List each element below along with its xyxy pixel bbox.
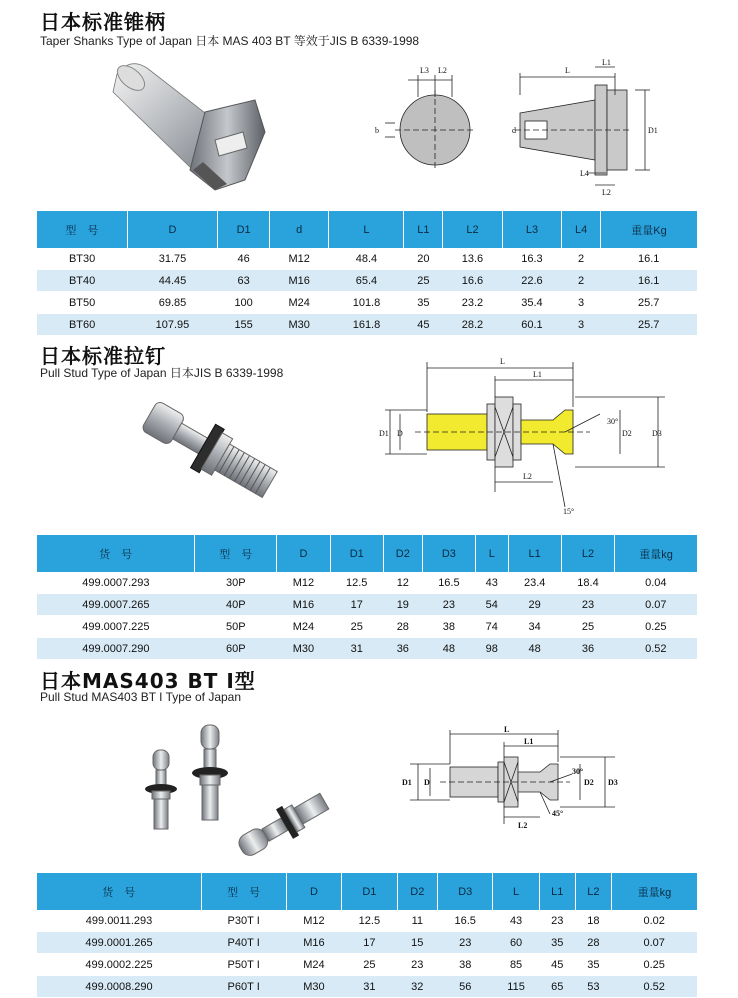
table-cell: M30 (269, 314, 328, 336)
table-cell: M12 (269, 248, 328, 270)
section1-spec-table (37, 211, 697, 336)
label-angle-15: 15° (563, 507, 575, 516)
pull-studs-image (135, 715, 335, 865)
label-d: d (512, 126, 516, 135)
label-l1: L1 (533, 370, 542, 379)
table-cell: 499.0007.225 (37, 616, 195, 638)
label-l4: L4 (580, 169, 589, 178)
table-cell: 12 (383, 572, 422, 594)
table-header: d (269, 211, 328, 248)
table-cell: 499.0007.290 (37, 638, 195, 660)
table-cell: 100 (218, 292, 270, 314)
table-cell: 29 (508, 594, 561, 616)
table-cell: 60P (195, 638, 277, 660)
table-row (37, 314, 697, 336)
table-cell: 20 (404, 248, 443, 270)
table-row (37, 572, 697, 594)
label-d2: D2 (622, 429, 632, 438)
table-cell: 85 (493, 954, 539, 976)
table-header: D (277, 535, 330, 572)
table-row (37, 954, 697, 976)
table-cell: 48 (422, 638, 475, 660)
table-cell: 34 (508, 616, 561, 638)
table-header: D2 (383, 535, 422, 572)
table-header: D (286, 873, 341, 910)
table-cell: 499.0007.293 (37, 572, 195, 594)
table-cell: BT50 (37, 292, 127, 314)
table-cell: 43 (476, 572, 508, 594)
label-d3: D3 (652, 429, 662, 438)
table-cell: 18.4 (561, 572, 614, 594)
table-cell: P40T I (201, 932, 286, 954)
table-cell: 25.7 (600, 292, 697, 314)
table-cell: M24 (286, 954, 341, 976)
table-header: 型 号 (37, 211, 127, 248)
label-l2: L2 (518, 821, 528, 830)
table-cell: 19 (383, 594, 422, 616)
table-cell: 56 (438, 976, 493, 998)
table-cell: 35 (404, 292, 443, 314)
table-header: D3 (422, 535, 475, 572)
section2-title: 日本标准拉钉 (40, 344, 166, 368)
table-cell: 43 (493, 910, 539, 932)
table-cell: 46 (218, 248, 270, 270)
table-cell: 23 (561, 594, 614, 616)
table-cell: 44.45 (127, 270, 218, 292)
table-header: L1 (404, 211, 443, 248)
table-cell: 16.1 (600, 270, 697, 292)
label-d: D (424, 778, 430, 787)
table-cell: 499.0007.265 (37, 594, 195, 616)
table-cell: 3 (562, 314, 601, 336)
label-l1: L1 (524, 737, 534, 746)
label-d1: D1 (379, 429, 389, 438)
table-cell: 115 (493, 976, 539, 998)
taper-shank-image (95, 52, 275, 202)
table-cell: 23.2 (443, 292, 503, 314)
section3-spec-table (37, 873, 697, 998)
table-row (37, 594, 697, 616)
table-header: 重量kg (611, 873, 697, 910)
table-cell: 36 (561, 638, 614, 660)
table-cell: 74 (476, 616, 508, 638)
table-cell: 32 (397, 976, 437, 998)
table-cell: 63 (218, 270, 270, 292)
table-cell: 17 (330, 594, 383, 616)
table-header: L1 (539, 873, 575, 910)
table-cell: 499.0008.290 (37, 976, 201, 998)
table-cell: M30 (286, 976, 341, 998)
table-row (37, 292, 697, 314)
label-l: L (565, 66, 570, 75)
label-l2: L2 (523, 472, 532, 481)
table-cell: M12 (286, 910, 341, 932)
section2-spec-table (37, 535, 697, 660)
table-header: 重量kg (615, 535, 697, 572)
table-cell: 23 (397, 954, 437, 976)
table-header: L4 (562, 211, 601, 248)
table-cell: 16.5 (438, 910, 493, 932)
table-row (37, 248, 697, 270)
table-cell: P50T I (201, 954, 286, 976)
table-cell: 69.85 (127, 292, 218, 314)
table-header: 货 号 (37, 535, 195, 572)
table-cell: 25 (561, 616, 614, 638)
label-d: D (397, 429, 403, 438)
table-cell: 38 (438, 954, 493, 976)
table-cell: 0.04 (615, 572, 697, 594)
table-cell: 22.6 (502, 270, 562, 292)
table-cell: 499.0002.225 (37, 954, 201, 976)
table-cell: 30P (195, 572, 277, 594)
table-cell: 0.07 (611, 932, 697, 954)
label-b: b (375, 126, 379, 135)
table-cell: 53 (575, 976, 611, 998)
table-cell: 35 (539, 932, 575, 954)
table-cell: 0.25 (611, 954, 697, 976)
section1-technical-drawing (370, 55, 670, 200)
table-header-row (37, 873, 697, 910)
table-cell: 2 (562, 248, 601, 270)
table-cell: 23 (438, 932, 493, 954)
table-cell: BT40 (37, 270, 127, 292)
table-header: L2 (575, 873, 611, 910)
table-cell: 0.52 (611, 976, 697, 998)
table-cell: 38 (422, 616, 475, 638)
table-cell: 13.6 (443, 248, 503, 270)
table-cell: 2 (562, 270, 601, 292)
section3-subtitle: Pull Stud MAS403 BT I Type of Japan (40, 690, 242, 704)
table-row (37, 270, 697, 292)
table-cell: 98 (476, 638, 508, 660)
section3-title: 日本MAS403 BT I型 (40, 669, 256, 693)
table-header: D2 (397, 873, 437, 910)
table-header: 型 号 (201, 873, 286, 910)
table-cell: 45 (539, 954, 575, 976)
table-cell: 35 (575, 954, 611, 976)
table-header: D1 (218, 211, 270, 248)
label-d1: D1 (648, 126, 658, 135)
section1-subtitle: Taper Shanks Type of Japan 日本 MAS 403 BT 等效于JIS B 6339-1998 (40, 34, 420, 48)
table-cell: 28 (575, 932, 611, 954)
table-cell: BT60 (37, 314, 127, 336)
table-cell: 16.5 (422, 572, 475, 594)
table-cell: M30 (277, 638, 330, 660)
table-cell: 0.07 (615, 594, 697, 616)
table-cell: 499.0011.293 (37, 910, 201, 932)
section3-technical-drawing (400, 722, 650, 832)
label-d2: D2 (584, 778, 594, 787)
table-header: L (329, 211, 404, 248)
table-row (37, 976, 697, 998)
table-cell: 25.7 (600, 314, 697, 336)
label-l2: L2 (438, 66, 447, 75)
table-cell: M12 (277, 572, 330, 594)
table-cell: 23 (422, 594, 475, 616)
table-cell: 31.75 (127, 248, 218, 270)
table-header: 型 号 (195, 535, 277, 572)
table-cell: 28.2 (443, 314, 503, 336)
section1-title: 日本标准锥柄 (40, 10, 166, 34)
table-cell: 65.4 (329, 270, 404, 292)
table-row (37, 910, 697, 932)
table-cell: 23 (539, 910, 575, 932)
table-header: D3 (438, 873, 493, 910)
table-cell: 16.1 (600, 248, 697, 270)
label-l3: L3 (420, 66, 429, 75)
table-cell: 101.8 (329, 292, 404, 314)
table-cell: 16.6 (443, 270, 503, 292)
table-cell: 155 (218, 314, 270, 336)
table-cell: 54 (476, 594, 508, 616)
table-header-row (37, 211, 697, 248)
table-cell: 40P (195, 594, 277, 616)
table-cell: 11 (397, 910, 437, 932)
table-cell: 60 (493, 932, 539, 954)
label-l: L (500, 357, 505, 366)
table-header: L3 (502, 211, 562, 248)
label-angle-45: 45° (552, 809, 564, 818)
table-cell: M16 (277, 594, 330, 616)
table-cell: 45 (404, 314, 443, 336)
table-row (37, 616, 697, 638)
table-header: L1 (508, 535, 561, 572)
table-cell: 18 (575, 910, 611, 932)
table-cell: 48.4 (329, 248, 404, 270)
table-cell: 499.0001.265 (37, 932, 201, 954)
table-header: D1 (330, 535, 383, 572)
label-l1: L1 (602, 58, 611, 67)
table-cell: 16.3 (502, 248, 562, 270)
table-header: L (476, 535, 508, 572)
table-header: 货 号 (37, 873, 201, 910)
label-angle-30: 30° (607, 417, 619, 426)
table-row (37, 638, 697, 660)
table-cell: M24 (277, 616, 330, 638)
table-cell: BT30 (37, 248, 127, 270)
table-cell: P30T I (201, 910, 286, 932)
label-d1: D1 (402, 778, 412, 787)
label-l2b: L2 (602, 188, 611, 197)
table-cell: M16 (286, 932, 341, 954)
table-cell: 25 (404, 270, 443, 292)
table-header: D1 (342, 873, 397, 910)
table-cell: 31 (330, 638, 383, 660)
table-cell: 65 (539, 976, 575, 998)
table-cell: 31 (342, 976, 397, 998)
table-cell: 17 (342, 932, 397, 954)
table-cell: 0.52 (615, 638, 697, 660)
table-cell: 28 (383, 616, 422, 638)
table-cell: 15 (397, 932, 437, 954)
table-cell: 50P (195, 616, 277, 638)
table-cell: 23.4 (508, 572, 561, 594)
table-header: L2 (561, 535, 614, 572)
table-header: 重量Kg (600, 211, 697, 248)
pull-stud-image (125, 385, 295, 515)
label-l: L (504, 725, 510, 734)
table-header-row (37, 535, 697, 572)
table-cell: 25 (330, 616, 383, 638)
table-cell: 25 (342, 954, 397, 976)
table-cell: P60T I (201, 976, 286, 998)
table-cell: 12.5 (330, 572, 383, 594)
section2-subtitle: Pull Stud Type of Japan 日本JIS B 6339-1998 (40, 366, 284, 380)
table-cell: 36 (383, 638, 422, 660)
section2-technical-drawing (375, 352, 675, 517)
table-header: L2 (443, 211, 503, 248)
table-header: L (493, 873, 539, 910)
table-cell: 35.4 (502, 292, 562, 314)
label-angle-30: 30° (572, 767, 584, 776)
table-cell: 48 (508, 638, 561, 660)
table-cell: 3 (562, 292, 601, 314)
table-cell: 107.95 (127, 314, 218, 336)
table-cell: 0.02 (611, 910, 697, 932)
table-cell: 60.1 (502, 314, 562, 336)
table-row (37, 932, 697, 954)
table-cell: M16 (269, 270, 328, 292)
table-cell: 0.25 (615, 616, 697, 638)
table-cell: 12.5 (342, 910, 397, 932)
table-cell: M24 (269, 292, 328, 314)
label-d3: D3 (608, 778, 618, 787)
table-header: D (127, 211, 218, 248)
table-cell: 161.8 (329, 314, 404, 336)
